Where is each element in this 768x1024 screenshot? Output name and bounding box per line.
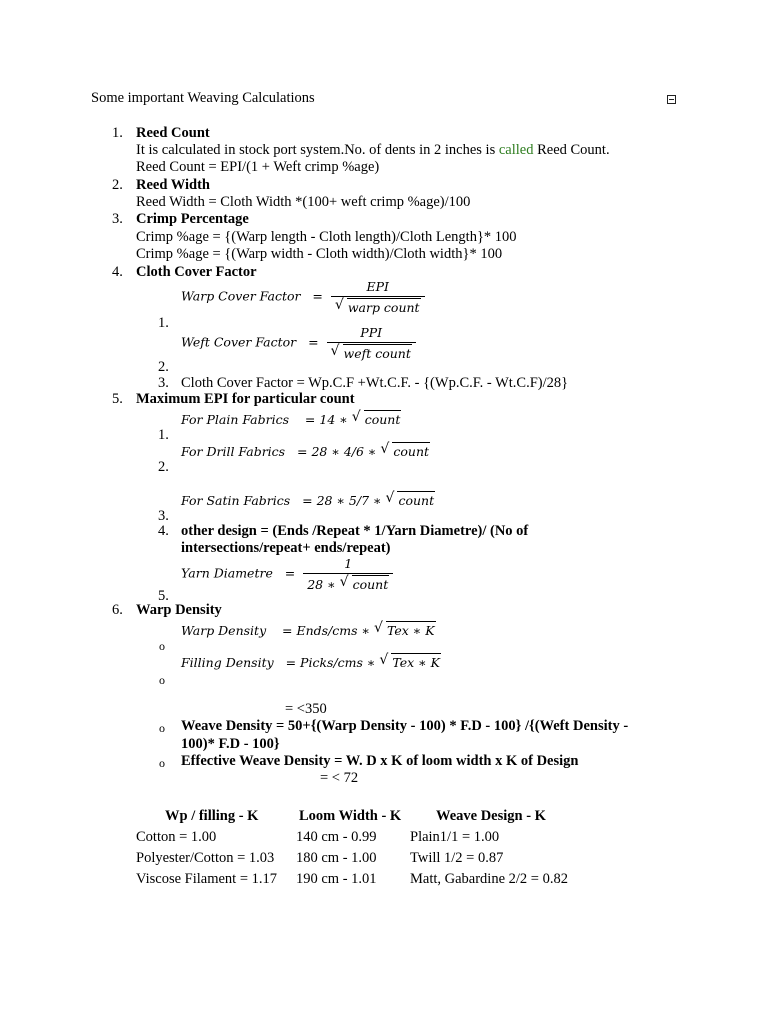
drill-fabrics-equation: For Drill Fabrics = 28 ∗ 4/6 ∗ √ count <box>181 442 430 460</box>
reed-count-description: It is calculated in stock port system.No. of dents in 2 inches is called Reed Count. <box>136 142 610 158</box>
filling-density-equation: Filling Density = Picks/cms ∗ √ Tex ∗ K <box>181 653 441 671</box>
satin-fabrics-equation: For Satin Fabrics = 28 ∗ 5/7 ∗ √ count <box>181 491 435 509</box>
table-header-wp-filling: Wp / filling - K <box>165 808 259 824</box>
other-design-formula-line2: intersections/repeat+ ends/repeat) <box>181 540 391 556</box>
table-cell: Matt, Gabardine 2/2 = 0.82 <box>410 871 568 887</box>
reed-width-formula: Reed Width = Cloth Width *(100+ weft crimp %age)/100 <box>136 194 471 210</box>
sub-number: 1. <box>158 315 169 331</box>
density-limit: = <350 <box>285 701 327 717</box>
section-heading-cover-factor: Cloth Cover Factor <box>136 264 257 280</box>
list-number: 4. <box>112 264 123 280</box>
table-cell: Twill 1/2 = 0.87 <box>410 850 504 866</box>
crimp-formula-length: Crimp %age = {(Warp length - Cloth length)/Cloth Length}* 100 <box>136 229 517 245</box>
section-heading-max-epi: Maximum EPI for particular count <box>136 391 355 407</box>
warp-cover-factor-equation: Warp Cover Factor = EPI √ warp count <box>181 278 425 316</box>
list-number: 2. <box>112 177 123 193</box>
bullet: o <box>159 639 165 653</box>
list-number: 1. <box>112 125 123 141</box>
sub-number: 5. <box>158 588 169 604</box>
table-cell: Polyester/Cotton = 1.03 <box>136 850 275 866</box>
table-cell: 140 cm - 0.99 <box>296 829 377 845</box>
weave-density-formula-line1: Weave Density = 50+{(Warp Density - 100) * F.D - 100} /{(Weft Density - <box>181 718 629 734</box>
sub-number: 3. <box>158 508 169 524</box>
bullet: o <box>159 673 165 687</box>
list-number: 3. <box>112 211 123 227</box>
weave-density-formula-line2: 100)* F.D - 100} <box>181 736 280 752</box>
yarn-diametre-equation: Yarn Diametre = $\frac{1}{\text{28 ∗ √ count}}$ <box>181 555 393 593</box>
effective-weave-density-formula: Effective Weave Density = W. D x K of loom width x K of Design <box>181 753 579 769</box>
table-cell: 180 cm - 1.00 <box>296 850 377 866</box>
table-cell: Cotton = 1.00 <box>136 829 217 845</box>
cloth-cover-factor-formula: Cloth Cover Factor = Wp.C.F +Wt.C.F. - {(Wp.C.F. - Wt.C.F)/28} <box>181 375 569 391</box>
section-heading-reed-count: Reed Count <box>136 125 210 141</box>
bullet: o <box>159 721 165 735</box>
sub-number: 3. <box>158 375 169 391</box>
list-number: 5. <box>112 391 123 407</box>
sub-number: 2. <box>158 359 169 375</box>
sub-number: 4. <box>158 523 169 539</box>
table-header-weave-design: Weave Design - K <box>436 808 546 824</box>
sub-number: 1. <box>158 427 169 443</box>
other-design-formula-line1: other design = (Ends /Repeat * 1/Yarn Diametre)/ (No of <box>181 523 529 539</box>
sub-number: 2. <box>158 459 169 475</box>
table-cell: Plain1/1 = 1.00 <box>410 829 500 845</box>
crimp-formula-width: Crimp %age = {(Warp width - Cloth width)/Cloth width}* 100 <box>136 246 503 262</box>
called-link[interactable]: called <box>498 142 534 158</box>
bullet: o <box>159 756 165 770</box>
plain-fabrics-equation: For Plain Fabrics = 14 ∗ √ count <box>181 410 401 428</box>
warp-density-equation: Warp Density = Ends/cms ∗ √ Tex ∗ K <box>181 621 436 639</box>
table-cell: 190 cm - 1.01 <box>296 871 377 887</box>
section-heading-reed-width: Reed Width <box>136 177 210 193</box>
collapse-icon[interactable] <box>667 95 676 104</box>
section-heading-crimp: Crimp Percentage <box>136 211 249 227</box>
table-header-loom-width: Loom Width - K <box>299 808 402 824</box>
list-number: 6. <box>112 602 123 618</box>
reed-count-formula: Reed Count = EPI/(1 + Weft crimp %age) <box>136 159 380 175</box>
weft-cover-factor-equation: Weft Cover Factor = PPI √ weft count <box>181 324 416 362</box>
section-heading-warp-density: Warp Density <box>136 602 222 618</box>
table-cell: Viscose Filament = 1.17 <box>136 871 278 887</box>
page-title: Some important Weaving Calculations <box>91 90 315 106</box>
effective-density-limit: = < 72 <box>320 770 359 786</box>
